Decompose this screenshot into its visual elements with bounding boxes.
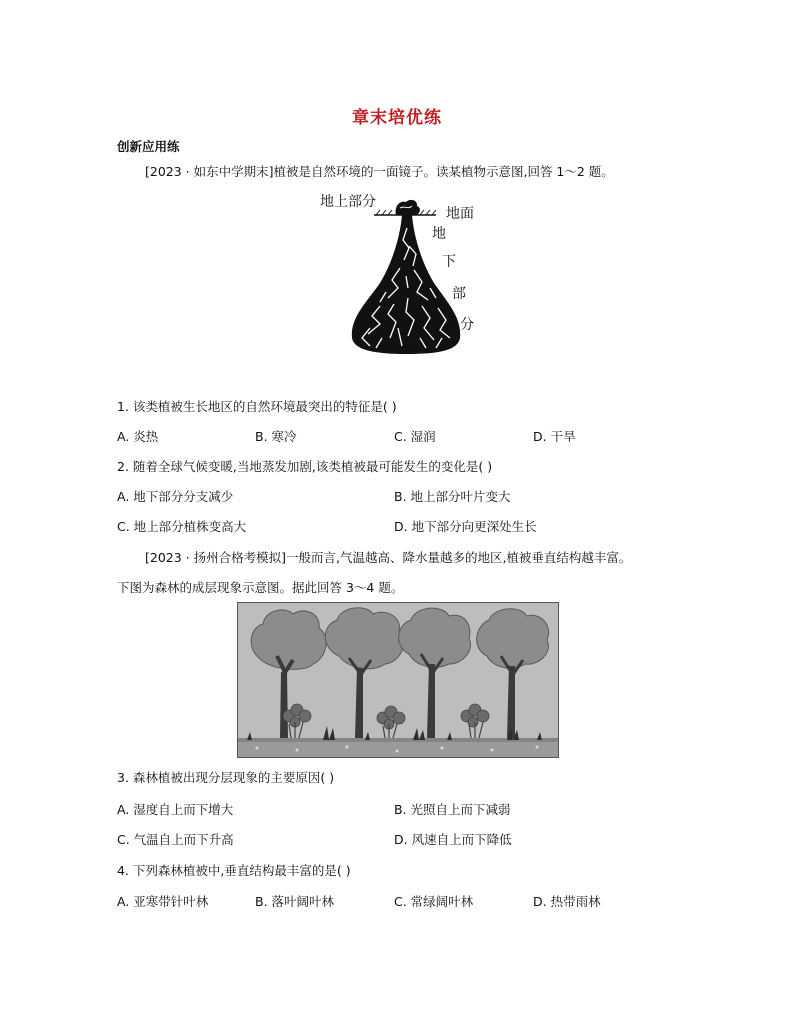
q3-option-c: C. 气温自上而下升高 (117, 832, 234, 847)
q1-option-b: B. 寒冷 (255, 429, 297, 444)
q3-stem: 3. 森林植被出现分层现象的主要原因( ) (117, 770, 335, 785)
q4-option-c: C. 常绿阔叶林 (394, 894, 474, 909)
q1-stem: 1. 该类植被生长地区的自然环境最突出的特征是( ) (117, 399, 397, 414)
intro-1: [2023 · 如东中学期末]植被是自然环境的一面镜子。读某植物示意图,回答 1～2 题。 (145, 164, 614, 179)
label-below-3: 部 (452, 286, 466, 302)
forest-layers-illustration (237, 602, 559, 758)
q1-option-c: C. 湿润 (394, 429, 436, 444)
label-below-1: 地 (432, 226, 446, 242)
q4-option-a: A. 亚寒带针叶林 (117, 894, 209, 909)
label-below-4: 分 (460, 317, 474, 333)
section-heading: 创新应用练 (117, 139, 180, 154)
plant-root-figure (310, 188, 500, 360)
label-above-ground: 地上部分 (320, 194, 376, 210)
q4-stem: 4. 下列森林植被中,垂直结构最丰富的是( ) (117, 863, 351, 878)
page-title: 章末培优练 (352, 108, 442, 128)
q2-option-a: A. 地下部分分支减少 (117, 489, 234, 504)
label-below-2: 下 (442, 254, 456, 270)
q3-option-a: A. 湿度自上而下增大 (117, 802, 234, 817)
q2-option-c: C. 地上部分植株变高大 (117, 519, 247, 534)
q2-stem: 2. 随着全球气候变暖,当地蒸发加剧,该类植被最可能发生的变化是( ) (117, 459, 493, 474)
forest-layers-figure (237, 602, 559, 758)
q4-option-b: B. 落叶阔叶林 (255, 894, 335, 909)
intro-2-line-2: 下图为森林的成层现象示意图。据此回答 3～4 题。 (117, 580, 404, 595)
q3-option-b: B. 光照自上而下减弱 (394, 802, 511, 817)
q2-option-b: B. 地上部分叶片变大 (394, 489, 511, 504)
q3-option-d: D. 风速自上而下降低 (394, 832, 512, 847)
label-ground: 地面 (446, 206, 474, 222)
intro-2-line-1: [2023 · 扬州合格考模拟]一般而言,气温越高、降水量越多的地区,植被垂直结构越丰富。 (145, 550, 632, 565)
q4-option-d: D. 热带雨林 (533, 894, 601, 909)
q1-option-d: D. 干旱 (533, 429, 576, 444)
q1-option-a: A. 炎热 (117, 429, 159, 444)
q2-option-d: D. 地下部分向更深处生长 (394, 519, 537, 534)
